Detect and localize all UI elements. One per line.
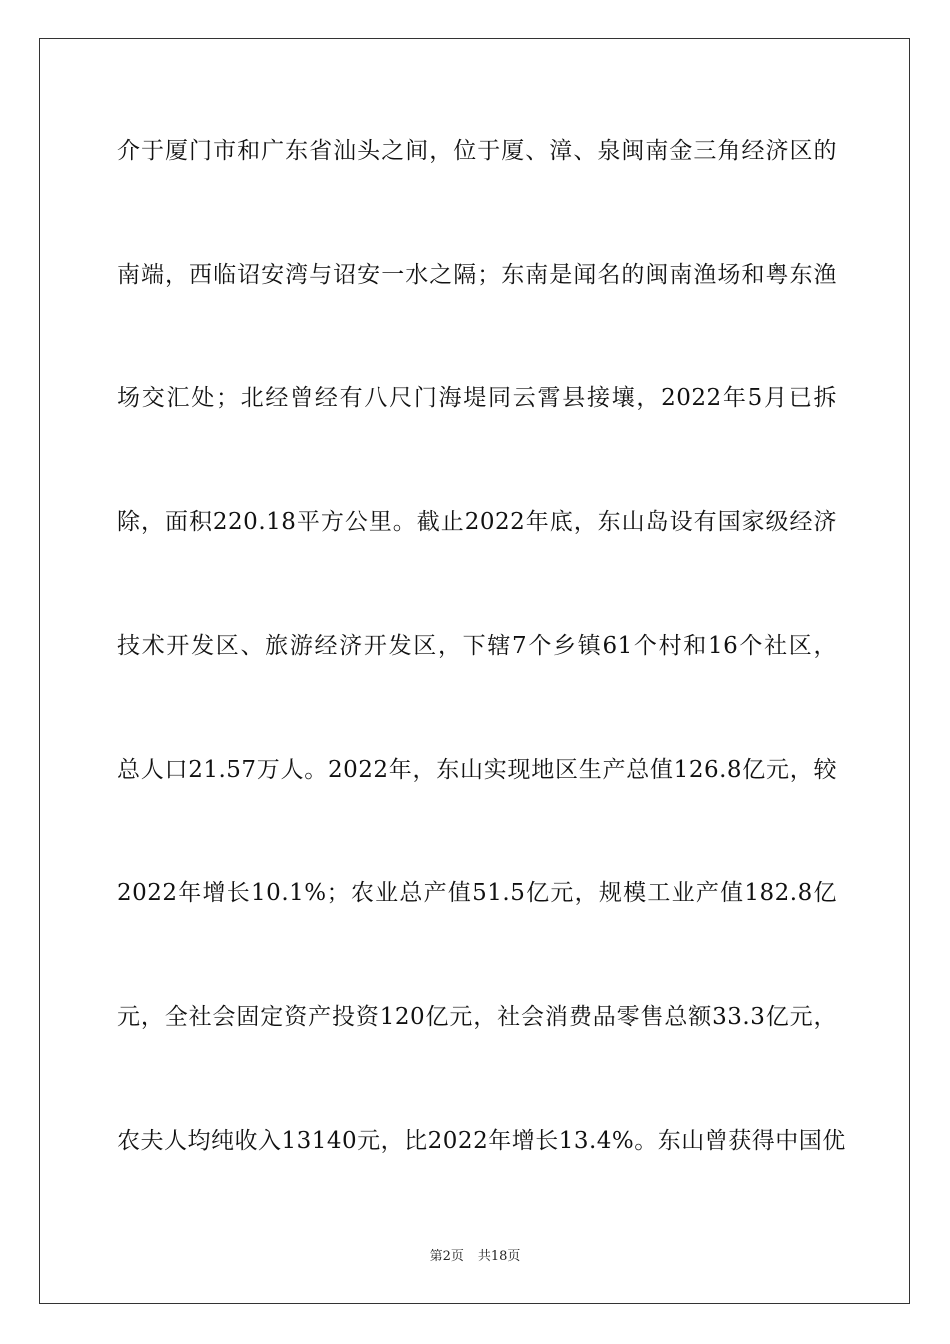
body-line-9: 农夫人均纯收入13140元，比2022年增长13.4%。东山曾获得中国优 [117,1128,846,1154]
body-line-2: 南端，西临诏安湾与诏安一水之隔；东南是闻名的闽南渔场和粤东渔 [117,262,837,288]
page-number: 第2页 [429,1249,464,1264]
body-line-1: 介于厦门市和广东省汕头之间，位于厦、漳、泉闽南金三角经济区的 [117,138,837,164]
page-total: 共18页 [477,1249,521,1264]
body-line-6: 总人口21.57万人。2022年，东山实现地区生产总值126.8亿元，较 [117,757,837,783]
page-border [39,38,910,1304]
body-line-4: 除，面积220.18平方公里。截止2022年底，东山岛设有国家级经济 [117,509,837,535]
page-footer [0,1248,950,1266]
body-line-3: 场交汇处；北经曾经有八尺门海堤同云霄县接壤，2022年5月已拆 [117,385,837,411]
body-line-5: 技术开发区、旅游经济开发区，下辖7个乡镇61个村和16个社区， [117,633,837,659]
body-line-7: 2022年增长10.1%；农业总产值51.5亿元，规模工业产值182.8亿 [117,880,837,906]
body-line-8: 元，全社会固定资产投资120亿元，社会消费品零售总额33.3亿元， [117,1004,837,1030]
